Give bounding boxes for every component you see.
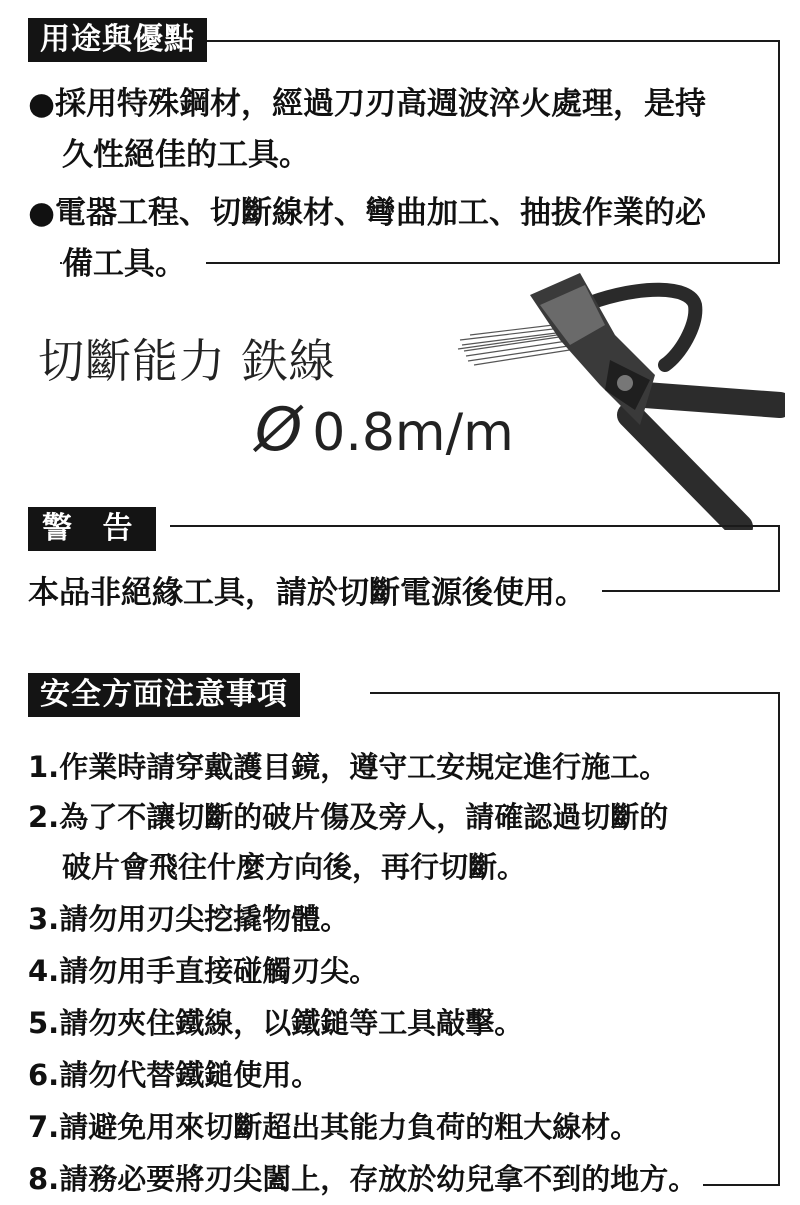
- safety-header: 安全方面注意事項: [28, 673, 300, 717]
- safety-item-2-line-2: 破片會飛往什麼方向後，再行切斷。: [62, 850, 527, 884]
- safety-item-4: 4.請勿用手直接碰觸刃尖。: [28, 954, 379, 988]
- safety-item-2-line-1: 2.為了不讓切斷的破片傷及旁人，請確認過切斷的: [28, 800, 669, 834]
- cutting-capacity-value: 0.8m/m: [312, 403, 514, 463]
- usage-bullet-2-line-1: ●電器工程、切斷線材、彎曲加工、抽拔作業的必: [28, 195, 707, 231]
- diameter-symbol: Ø: [255, 395, 303, 465]
- usage-bullet-1-line-2: 久性絕佳的工具。: [62, 137, 310, 173]
- safety-item-1: 1.作業時請穿戴護目鏡，遵守工安規定進行施工。: [28, 750, 669, 784]
- usage-bullet-2-line-2: 備工具。: [62, 244, 206, 284]
- safety-item-3: 3.請勿用刃尖挖撬物體。: [28, 902, 350, 936]
- safety-item-5: 5.請勿夾住鐵線，以鐵鎚等工具敲擊。: [28, 1006, 524, 1040]
- usage-header: 用途與優點: [28, 18, 207, 62]
- warning-text: 本品非絕緣工具，請於切斷電源後使用。: [28, 573, 602, 613]
- warning-header: 警 告: [28, 507, 156, 551]
- usage-bullet-1-line-1: ●採用特殊鋼材，經過刀刃高週波淬火處理，是持: [28, 86, 707, 122]
- cutting-capacity-label: 切斷能力 鉄線: [38, 334, 336, 388]
- safety-item-7: 7.請避免用來切斷超出其能力負荷的粗大線材。: [28, 1110, 640, 1144]
- safety-item-6: 6.請勿代替鐵鎚使用。: [28, 1058, 321, 1092]
- safety-item-8: 8.請務必要將刃尖闔上，存放於幼兒拿不到的地方。: [28, 1159, 703, 1199]
- cutting-capacity-value-row: [255, 395, 514, 465]
